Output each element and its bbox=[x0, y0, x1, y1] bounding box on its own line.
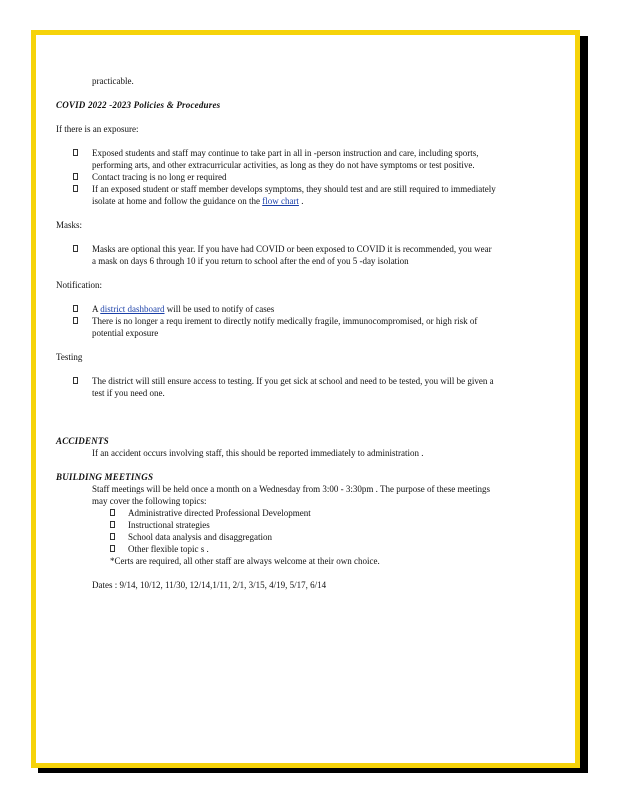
list-item: There is no longer a requ irement to directly notify medically fragile, immunocompromised, or high risk of potential exposure bbox=[56, 315, 496, 339]
list-item: Exposed students and staff may continue to take part in all in -person instruction and care, including sports, performing arts, and other extracurricular activities, as long as they do not have symptoms or test positive. bbox=[56, 147, 496, 171]
list-item: Contact tracing is no long er required bbox=[56, 171, 496, 183]
bullet-icon bbox=[73, 317, 78, 324]
accidents-heading: ACCIDENTS bbox=[56, 436, 109, 446]
bullet-icon bbox=[73, 305, 78, 312]
top-text: practicable. bbox=[92, 76, 134, 86]
masks-list bbox=[56, 243, 496, 267]
flow-chart-link[interactable]: flow chart bbox=[262, 196, 299, 206]
bullet-icon bbox=[110, 509, 115, 516]
list-item: School data analysis and disaggregation bbox=[110, 531, 496, 543]
document-page bbox=[31, 30, 580, 768]
list-item: The district will still ensure access to testing. If you get sick at school and need to be tested, you will be given a test if you need one. bbox=[56, 375, 496, 399]
list-item: A district dashboard will be used to notify of cases bbox=[56, 303, 496, 315]
bullet-icon bbox=[110, 533, 115, 540]
notification-list bbox=[56, 303, 496, 339]
building-meetings-text: Staff meetings will be held once a month on a Wednesday from 3:00 - 3:30pm . The purpose of these meetings may cover the following topics: bbox=[92, 484, 490, 506]
bullet-icon bbox=[73, 185, 78, 192]
list-item: Administrative directed Professional Development bbox=[110, 507, 496, 519]
testing-list bbox=[56, 375, 496, 399]
list-item: Instructional strategies bbox=[110, 519, 496, 531]
bullet-icon bbox=[73, 377, 78, 384]
building-meetings-heading: BUILDING MEETINGS bbox=[56, 472, 154, 482]
accidents-text: If an accident occurs involving staff, this should be reported immediately to administration . bbox=[92, 448, 424, 458]
covid-heading: COVID 2022 -2023 Policies & Procedures bbox=[56, 100, 221, 110]
bullet-icon bbox=[110, 545, 115, 552]
topics-list bbox=[110, 507, 496, 555]
list-item: Other flexible topic s . bbox=[110, 543, 496, 555]
certs-note: *Certs are required, all other staff are always welcome at their own choice. bbox=[110, 556, 380, 566]
district-dashboard-link[interactable]: district dashboard bbox=[100, 304, 165, 314]
exposure-list bbox=[56, 147, 496, 207]
bullet-icon bbox=[110, 521, 115, 528]
document-content bbox=[56, 75, 496, 591]
testing-label: Testing bbox=[56, 352, 83, 362]
meeting-dates: Dates : 9/14, 10/12, 11/30, 12/14,1/11, 2/1, 3/15, 4/19, 5/17, 6/14 bbox=[92, 580, 327, 590]
exposure-label: If there is an exposure: bbox=[56, 124, 139, 134]
list-item: Masks are optional this year. If you have had COVID or been exposed to COVID it is recommended, you wear a mask on days 6 through 10 if you return to school after the end of you 5 -day isolation bbox=[56, 243, 496, 267]
notification-label: Notification: bbox=[56, 280, 102, 290]
masks-label: Masks: bbox=[56, 220, 83, 230]
bullet-icon bbox=[73, 149, 78, 156]
list-item: If an exposed student or staff member develops symptoms, they should test and are still required to immediately isolate at home and follow the guidance on the flow chart . bbox=[56, 183, 496, 207]
bullet-icon bbox=[73, 173, 78, 180]
bullet-icon bbox=[73, 245, 78, 252]
topics-block bbox=[92, 507, 496, 567]
